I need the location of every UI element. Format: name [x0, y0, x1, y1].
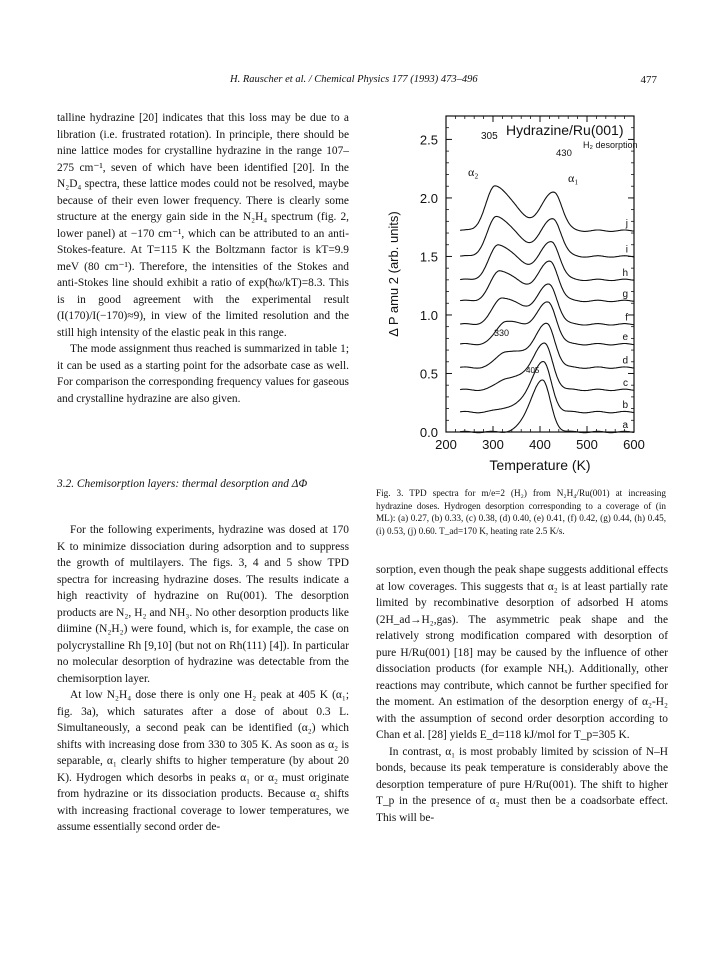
series-label-a: a — [622, 420, 628, 431]
paragraph: talline hydrazine [20] indicates that this loss may be due to a libration (i.e. frustrated rotation). In principle, there should be nine lattice modes for crystalline hydrazine in the range 107–275 cm⁻¹, seven of which have been identified [20]. In the N₂D₄ spectra, these lattice modes could not be resolved, maybe because of their even lower frequency. There is clearly some structure at the energy gain side in the N₂H₄ spectrum (fig. 2, lower panel) at −170 cm⁻¹, which can be attributed to an anti-Stokes-feature. At T=115 K the Boltzmann factor is kT=9.9 meV (80 cm⁻¹). Therefore, the intensities of the Stokes and anti-Stokes line should exhibit a ratio of exp(ħω/kT)=8.3. This is in good agreement with the experimental result (I(170)/I(−170)≈9), in view of the limited resolution and the still high intensity of the elastic peak in this range. — [57, 112, 349, 339]
right-column — [376, 562, 668, 826]
y-tick-label: 0.5 — [419, 366, 438, 382]
y-tick-label: 1.5 — [419, 249, 438, 265]
y-tick-label: 2.0 — [419, 190, 438, 206]
y-axis-label: Δ P amu 2 (arb. units) — [386, 211, 401, 337]
series-label-i: i — [625, 244, 628, 256]
x-tick-label: 400 — [529, 437, 551, 452]
series-label-c: c — [623, 377, 628, 389]
paragraph: sorption, even though the peak shape suggests additional effects at low coverages. This suggests that α₂ is at least partially rate limited by recombinative desorption of adsorbed H atoms (2H_ad→H₂,gas). The asymmetric peak shape and the relatively strong modification compared with desorption of pure H/Ru(001) [18] may be caused by the influence of other dissociation products (for example NHₓ). Additionally, other reactions may contribute, which cannot be further specified for the moment. An estimation of the desorption energy of α₂-H₂ with the assumption of second order desorption according to Chan et al. [28] yields E_d=118 kJ/mol for T_p=305 K. — [376, 564, 668, 741]
series-line-a — [460, 377, 634, 433]
running-title: H. Rauscher et al. / Chemical Physics 177 (1993) 473–496 — [230, 74, 478, 85]
series-label-f: f — [625, 312, 628, 324]
x-tick-label: 200 — [435, 437, 457, 452]
plot-frame — [446, 116, 634, 432]
series-line-g — [460, 261, 634, 302]
tpd-chart — [376, 108, 668, 478]
alpha2-label: α₂ — [468, 165, 479, 179]
paragraph: At low N₂H₄ dose there is only one H₂ peak at 405 K (α₁; fig. 3a), which saturates after a dose of about 0.3 L. Simultaneously, a second peak can be identified (α₂) which shifts with increasing dose from 330 to 305 K. As soon as α₂ is separable, α₁ clearly shifts to higher temperature (by about 20 K). Hydrogen which desorbs in peaks α₁ or α₂ must originate from hydrazine or its dissociation products. Because α₂ shifts with increasing fractional coverage to lower temperatures, we assume essentially second order de- — [57, 689, 349, 833]
series-label-g: g — [622, 288, 628, 300]
series-line-j — [460, 186, 634, 232]
x-tick-label: 500 — [576, 437, 598, 452]
figure-caption: Fig. 3. TPD spectra for m/e=2 (H₂) from N₂H₄/Ru(001) at increasing hydrazine doses. Hydrogen desorption corresponding to a coverage of (in ML): (a) 0.27, (b) 0.33, (c) 0.38, (d) 0.40, (e) 0.41, (f) 0.42, (g) 0.44, (h) 0.45, (i) 0.53, (j) 0.60. T_ad=170 K, heating rate 2.5 K/s. — [376, 488, 666, 536]
left-column-bottom — [57, 476, 349, 836]
annotation-305: 305 — [481, 131, 498, 142]
annotation-330: 330 — [494, 328, 510, 338]
series-label-d: d — [622, 355, 628, 367]
y-tick-label: 0.0 — [419, 425, 438, 440]
y-tick-label: 1.0 — [419, 307, 438, 323]
series-label-h: h — [622, 267, 628, 279]
series-label-e: e — [622, 332, 628, 344]
annotation-405: 405 — [526, 366, 540, 375]
series-line-i — [460, 216, 634, 257]
section-title: 3.2. Chemisorption layers: thermal desorption and ΔΦ — [57, 478, 308, 490]
x-tick-label: 600 — [623, 437, 645, 452]
left-column-top — [57, 110, 349, 407]
x-axis-label: Temperature (K) — [489, 457, 591, 473]
paragraph: For the following experiments, hydrazine was dosed at 170 K to minimize dissociation during adsorption and to suppress the growth of multilayers. The figs. 3, 4 and 5 show TPD spectra for increasing hydrazine doses. The results indicate a high reactivity of hydrazine on Ru(001). The desorption products are N₂, H₂ and NH₃. No other desorption products like diimine (N₂H₂) were found, which is, for example, the case on polycrystalline Rh [9,10] (but not on Rh(111) [4]). In particular no molecular desorption of hydrazine was detectable from the chemisorption layer. — [57, 524, 349, 685]
y-tick-label: 2.5 — [419, 132, 438, 148]
figure-3 — [376, 108, 668, 478]
chart-subtitle: H₂ desorption — [583, 140, 638, 150]
series-label-j: j — [625, 218, 628, 230]
paragraph: In contrast, α₁ is most probably limited by scission of N–H bonds, because its peak temperature is considerably above the desorption temperature of pure H/Ru(001). The shift to higher T_p in the presence of α₂ must then be a coadsorbate effect. This will be- — [376, 745, 668, 824]
paragraph: The mode assignment thus reached is summarized in table 1; it can be used as a starting point for the adsorbate case as well. For comparison the corresponding frequency values for gaseous and crystalline hydrazine are also given. — [57, 343, 349, 405]
chart-title: Hydrazine/Ru(001) — [506, 122, 624, 138]
x-tick-label: 300 — [482, 437, 504, 452]
series-label-b: b — [622, 400, 628, 412]
annotation-430: 430 — [556, 148, 572, 159]
alpha1-label: α₁ — [568, 171, 579, 185]
page-number: 477 — [640, 74, 657, 86]
page-header — [0, 74, 720, 90]
